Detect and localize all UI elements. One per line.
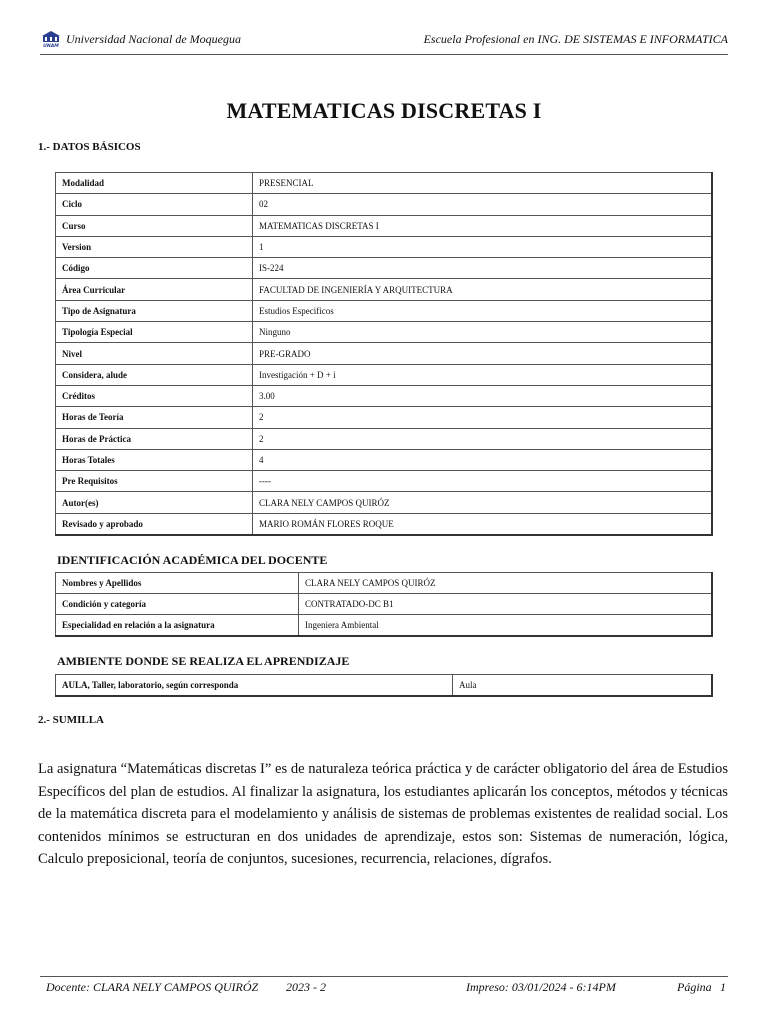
docente-row	[56, 573, 713, 594]
field-label: Autor(es)	[56, 492, 253, 513]
field-value: Ingeniera Ambiental	[299, 615, 713, 637]
school-name: Escuela Profesional en ING. DE SISTEMAS E INFORMATICA	[423, 31, 728, 46]
footer-periodo: 2023 - 2	[286, 980, 326, 994]
field-value: CLARA NELY CAMPOS QUIRÓZ	[299, 573, 713, 594]
field-label: Condición y categoría	[56, 594, 299, 615]
footer-divider	[40, 976, 728, 977]
field-label: Créditos	[56, 385, 253, 406]
field-value: MATEMATICAS DISCRETAS I	[253, 215, 713, 236]
docente-row	[56, 594, 713, 615]
datos-basicos-row	[56, 343, 713, 364]
datos-basicos-row	[56, 492, 713, 513]
field-value: 3.00	[253, 385, 713, 406]
datos-basicos-row	[56, 449, 713, 470]
field-value: Investigación + D + i	[253, 364, 713, 385]
ambiente-row	[56, 675, 713, 697]
field-label: Tipología Especial	[56, 322, 253, 343]
footer-impreso: Impreso: 03/01/2024 - 6:14PM	[466, 980, 616, 994]
field-value: 4	[253, 449, 713, 470]
field-value: FACULTAD DE INGENIERÍA Y ARQUITECTURA	[253, 279, 713, 300]
datos-basicos-row	[56, 407, 713, 428]
footer-pagina-label: Página	[677, 980, 712, 994]
docente-row	[56, 615, 713, 637]
field-label: Modalidad	[56, 173, 253, 194]
section-heading-sumilla: 2.- SUMILLA	[38, 714, 105, 726]
field-label: Horas Totales	[56, 449, 253, 470]
field-label: Revisado y aprobado	[56, 513, 253, 535]
university-logo-icon	[40, 30, 62, 48]
section-heading-docente: IDENTIFICACIÓN ACADÉMICA DEL DOCENTE	[57, 553, 328, 567]
datos-basicos-row	[56, 215, 713, 236]
datos-basicos-row	[56, 258, 713, 279]
field-label: Curso	[56, 215, 253, 236]
field-value: IS-224	[253, 258, 713, 279]
field-value: PRESENCIAL	[253, 173, 713, 194]
logo-text: UNAM	[43, 44, 59, 48]
footer-pagina-number: 1	[720, 980, 726, 994]
field-label: Considera, alude	[56, 364, 253, 385]
field-value: 02	[253, 194, 713, 215]
field-label: Horas de Teoría	[56, 407, 253, 428]
datos-basicos-table	[55, 172, 713, 536]
header-left	[40, 30, 241, 48]
ambiente-table	[55, 674, 713, 697]
field-value: 2	[253, 428, 713, 449]
datos-basicos-row	[56, 279, 713, 300]
field-value: MARIO ROMÁN FLORES ROQUE	[253, 513, 713, 535]
field-label: AULA, Taller, laboratorio, según corresponda	[56, 675, 453, 697]
footer-docente: Docente: CLARA NELY CAMPOS QUIRÓZ	[46, 980, 259, 994]
field-label: Ciclo	[56, 194, 253, 215]
page-footer	[46, 980, 726, 996]
field-label: Version	[56, 236, 253, 257]
datos-basicos-row	[56, 173, 713, 194]
section-heading-ambiente: AMBIENTE DONDE SE REALIZA EL APRENDIZAJE	[57, 654, 350, 668]
datos-basicos-row	[56, 513, 713, 535]
datos-basicos-row	[56, 300, 713, 321]
field-value: 2	[253, 407, 713, 428]
datos-basicos-row	[56, 428, 713, 449]
field-value: Ninguno	[253, 322, 713, 343]
field-value: CONTRATADO-DC B1	[299, 594, 713, 615]
header-divider	[40, 54, 728, 55]
field-value: PRE-GRADO	[253, 343, 713, 364]
datos-basicos-row	[56, 364, 713, 385]
field-value: Estudios Especificos	[253, 300, 713, 321]
section-heading-datos-basicos: 1.- DATOS BÁSICOS	[38, 141, 141, 153]
field-value: 1	[253, 236, 713, 257]
docente-table	[55, 572, 713, 637]
page-title: MATEMATICAS DISCRETAS I	[226, 98, 542, 123]
datos-basicos-row	[56, 236, 713, 257]
page-header	[40, 28, 728, 50]
field-label: Pre Requisitos	[56, 471, 253, 492]
field-value: ----	[253, 471, 713, 492]
field-label: Horas de Práctica	[56, 428, 253, 449]
field-label: Área Curricular	[56, 279, 253, 300]
field-value: CLARA NELY CAMPOS QUIRÓZ	[253, 492, 713, 513]
datos-basicos-row	[56, 194, 713, 215]
datos-basicos-row	[56, 471, 713, 492]
field-label: Nivel	[56, 343, 253, 364]
institution-name: Universidad Nacional de Moquegua	[66, 31, 241, 46]
datos-basicos-row	[56, 385, 713, 406]
sumilla-paragraph: La asignatura “Matemáticas discretas I” es de naturaleza teórica práctica y de carácter obligatorio del área de Estudios Específicos del plan de estudios. Al finalizar la asignatura, los estudiantes aplicarán los conceptos, métodos y técnicas de la matemática discreta para el modelamiento y análisis de sistemas de problemas existentes de realidad social. Los contenidos mínimos se estructuran en dos unidades de aprendizaje, estos son: Sistemas de numeración, lógica, Calculo preposicional, teoría de conjuntos, sucesiones, recurrencia, relaciones, dígrafos.	[38, 761, 729, 868]
field-label: Código	[56, 258, 253, 279]
field-label: Especialidad en relación a la asignatura	[56, 615, 299, 637]
field-label: Tipo de Asignatura	[56, 300, 253, 321]
field-label: Nombres y Apellidos	[56, 573, 299, 594]
field-value: Aula	[453, 675, 713, 697]
datos-basicos-row	[56, 322, 713, 343]
